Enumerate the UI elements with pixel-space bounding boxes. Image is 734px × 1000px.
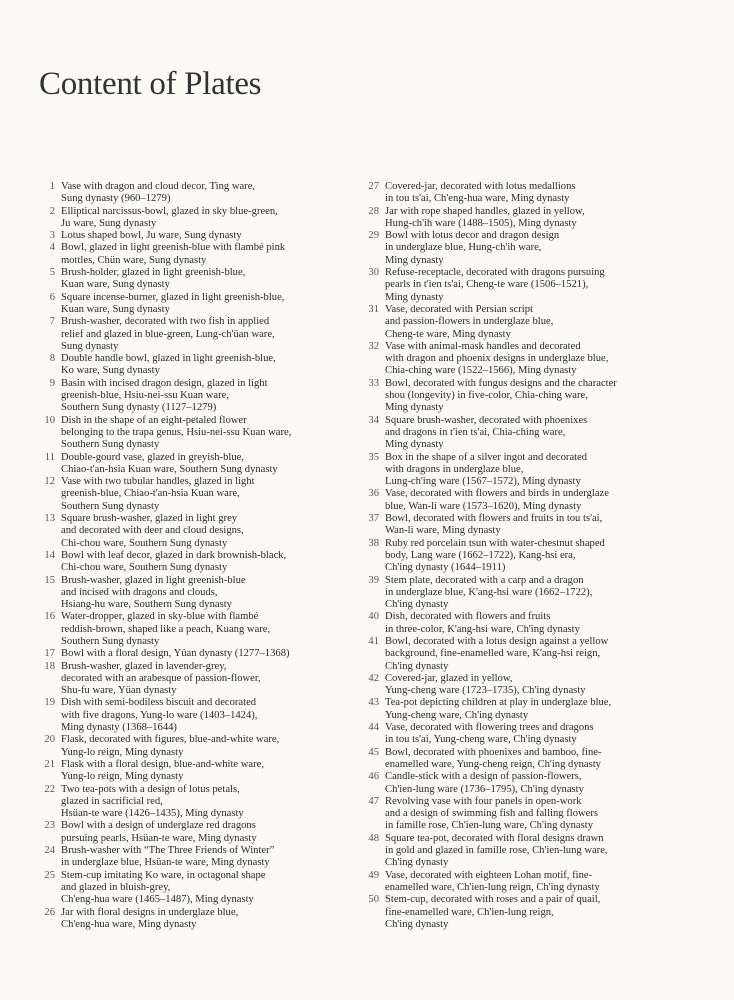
plate-description xyxy=(61,759,340,784)
plate-description xyxy=(385,415,672,452)
plate-entry xyxy=(362,894,672,931)
plate-description-line: enamelled ware, Ch'ien-lung reign, Ch'ing dynasty xyxy=(385,881,600,893)
plate-entry xyxy=(40,870,340,907)
plate-description-line: Vase, decorated with flowering trees and dragons xyxy=(385,722,594,734)
plate-description-line: Yung-lo reign, Ming dynasty xyxy=(61,746,184,758)
plate-description xyxy=(61,181,340,206)
plate-entry xyxy=(40,784,340,821)
plate-description-line: Southern Sung dynasty xyxy=(61,439,160,451)
plate-description-line: belonging to the trapa genus, Hsiu-nei-ssu Kuan ware, xyxy=(61,426,292,438)
plate-description xyxy=(61,415,340,452)
plate-number: 32 xyxy=(368,340,379,352)
plate-description-line: Yung-cheng ware (1723–1735), Ch'ing dynasty xyxy=(385,685,586,697)
plate-description-line: Stem-cup imitating Ko ware, in octagonal shape xyxy=(61,869,266,881)
plate-number: 47 xyxy=(368,795,379,807)
plate-description-line: Sung dynasty xyxy=(61,340,119,352)
plate-description-line: Ming dynasty xyxy=(385,439,444,451)
plate-description-line: Dish, decorated with flowers and fruits xyxy=(385,611,551,623)
plate-description-line: Flask with a floral design, blue-and-white ware, xyxy=(61,758,264,770)
plate-description-line: in underglaze blue, Hung-ch'ih ware, xyxy=(385,242,542,254)
plate-number: 18 xyxy=(44,660,55,672)
plate-description-line: blue, Wan-li ware (1573–1620), Ming dynasty xyxy=(385,500,582,512)
plate-description-line: Brush-washer, glazed in lavender-grey, xyxy=(61,660,227,672)
plate-description-line: and incised with dragons and clouds, xyxy=(61,586,218,598)
plate-description xyxy=(385,722,672,747)
plate-number: 20 xyxy=(44,734,55,746)
plate-description-line: Ju ware, Sung dynasty xyxy=(61,217,157,229)
plate-description-line: greenish-blue, Chiao-t'an-hsia Kuan ware, xyxy=(61,488,240,500)
plate-entry xyxy=(40,378,340,415)
plate-description xyxy=(61,784,340,821)
plate-description-line: Square incense-burner, glazed in light greenish-blue, xyxy=(61,291,285,303)
plate-number: 4 xyxy=(49,242,55,254)
plate-description-line: shou (longevity) in five-color, Chia-ching ware, xyxy=(385,390,588,402)
plate-description xyxy=(385,513,672,538)
plate-number: 23 xyxy=(44,820,55,832)
plate-entry xyxy=(40,734,340,759)
plate-description-line: Box in the shape of a silver ingot and decorated xyxy=(385,451,588,463)
plate-number: 49 xyxy=(368,869,379,881)
plate-entry xyxy=(40,648,340,660)
plate-number: 5 xyxy=(49,267,55,279)
plate-description xyxy=(61,316,340,353)
plate-description xyxy=(61,734,340,759)
plate-description-line: Dish with semi-bodiless biscuit and decorated xyxy=(61,697,257,709)
plate-description xyxy=(385,575,672,612)
plate-description xyxy=(385,538,672,575)
plate-description xyxy=(61,845,340,870)
plate-description-line: Shu-fu ware, Yüan dynasty xyxy=(61,685,177,697)
plate-entry xyxy=(40,267,340,292)
plate-description-line: glazed in sacrificial red, xyxy=(61,795,163,807)
plate-description-line: Revolving vase with four panels in open-work xyxy=(385,795,582,807)
plate-description-line: with dragon and phoenix designs in underglaze blue, xyxy=(385,353,609,365)
plate-description xyxy=(385,636,672,673)
plate-description-line: Ming dynasty xyxy=(385,402,444,414)
plate-description xyxy=(61,870,340,907)
plate-description-line: in underglaze blue, Hsüan-te ware, Ming dynasty xyxy=(61,857,270,869)
plate-entry xyxy=(362,697,672,722)
plate-description xyxy=(61,476,340,513)
plate-description-line: Dish in the shape of an eight-petaled flower xyxy=(61,414,247,426)
plate-description-line: in tou ts'ai, Yung-cheng ware, Ch'ing dynasty xyxy=(385,734,577,746)
plate-number: 35 xyxy=(368,451,379,463)
plate-description xyxy=(61,611,340,648)
plate-number: 26 xyxy=(44,906,55,918)
plate-number: 19 xyxy=(44,697,55,709)
plate-entry xyxy=(362,415,672,452)
plate-description xyxy=(61,697,340,734)
plate-description-line: Brush-washer, glazed in light greenish-blue xyxy=(61,574,246,586)
plate-description xyxy=(385,870,672,895)
plate-number: 50 xyxy=(368,894,379,906)
plate-entry xyxy=(362,575,672,612)
plate-entry xyxy=(40,353,340,378)
plate-number: 14 xyxy=(44,549,55,561)
plate-description-line: Two tea-pots with a design of lotus petals, xyxy=(61,783,240,795)
plate-description xyxy=(385,304,672,341)
plate-description-line: Ming dynasty xyxy=(385,254,444,266)
plate-description-line: in tou ts'ai, Ch'eng-hua ware, Ming dynasty xyxy=(385,193,570,205)
plate-description-line: Yung-cheng ware, Ch'ing dynasty xyxy=(385,709,529,721)
plate-entry xyxy=(362,722,672,747)
plate-description xyxy=(61,230,340,242)
plate-entry xyxy=(362,267,672,304)
plate-description-line: Ch'ing dynasty (1644–1911) xyxy=(385,562,506,574)
plate-description-line: Brush-washer with “The Three Friends of Winter” xyxy=(61,845,275,857)
plate-description-line: relief and glazed in blue-green, Lung-ch'üan ware, xyxy=(61,328,275,340)
plate-description-line: Bowl with a design of underglaze red dragons xyxy=(61,820,256,832)
plate-number: 10 xyxy=(44,414,55,426)
plate-number: 24 xyxy=(44,845,55,857)
plate-entry xyxy=(40,907,340,932)
plate-number: 25 xyxy=(44,869,55,881)
plate-description-line: with dragons in underglaze blue, xyxy=(385,463,524,475)
plate-description-line: Chiao-t'an-hsia Kuan ware, Southern Sung dynasty xyxy=(61,463,278,475)
plate-description-line: body, Lang ware (1662–1722), Kang-hsi era, xyxy=(385,549,576,561)
plate-description-line: Hsiang-hu ware, Southern Sung dynasty xyxy=(61,599,232,611)
plate-entry xyxy=(362,538,672,575)
plate-description-line: Chi-chou ware, Southern Sung dynasty xyxy=(61,562,228,574)
plate-number: 41 xyxy=(368,635,379,647)
plate-entry xyxy=(362,304,672,341)
plate-entry xyxy=(362,230,672,267)
plate-description-line: Kuan ware, Sung dynasty xyxy=(61,279,170,291)
plate-number: 27 xyxy=(368,181,379,192)
plate-number: 38 xyxy=(368,537,379,549)
plate-description-line: Ch'ing dynasty xyxy=(385,857,449,869)
plate-description xyxy=(385,378,672,415)
plate-description xyxy=(61,648,340,660)
plate-description-line: Vase with animal-mask handles and decorated xyxy=(385,340,581,352)
plate-description-line: Lotus shaped bowl, Ju ware, Sung dynasty xyxy=(61,230,242,242)
plate-description-line: and passion-flowers in underglaze blue, xyxy=(385,316,554,328)
plate-entry xyxy=(40,513,340,550)
plate-entry xyxy=(362,833,672,870)
plate-entry xyxy=(40,206,340,231)
plates-list-right xyxy=(362,181,672,931)
plate-description xyxy=(61,353,340,378)
plate-description xyxy=(61,661,340,698)
plate-description xyxy=(61,820,340,845)
plate-number: 12 xyxy=(44,476,55,488)
plate-description-line: Southern Sung dynasty xyxy=(61,635,160,647)
plate-description xyxy=(61,907,340,932)
plate-number: 30 xyxy=(368,267,379,279)
plate-entry xyxy=(362,611,672,636)
plate-description-line: fine-enamelled ware, Ch'ien-lung reign, xyxy=(385,906,554,918)
plate-description-line: decorated with an arabesque of passion-flower, xyxy=(61,672,261,684)
plate-description xyxy=(385,747,672,772)
plate-entry xyxy=(40,181,340,206)
plate-description xyxy=(61,267,340,292)
plate-description-line: and dragons in t'ien ts'ai, Chia-ching ware, xyxy=(385,426,566,438)
plate-entry xyxy=(40,230,340,242)
plate-number: 45 xyxy=(368,746,379,758)
plate-entry xyxy=(40,292,340,317)
plate-description-line: Flask, decorated with figures, blue-and-white ware, xyxy=(61,734,280,746)
plate-description-line: Ch'ing dynasty xyxy=(385,918,449,930)
plate-number: 15 xyxy=(44,574,55,586)
plate-description-line: background, fine-enamelled ware, K'ang-hsi reign, xyxy=(385,648,601,660)
plate-description-line: Square tea-pot, decorated with floral designs drawn xyxy=(385,832,604,844)
plate-number: 28 xyxy=(368,205,379,217)
plate-entry xyxy=(40,415,340,452)
plate-description-line: Chia-ching ware (1522–1566), Ming dynasty xyxy=(385,365,577,377)
plate-entry xyxy=(362,636,672,673)
plate-description-line: Double-gourd vase, glazed in greyish-blue, xyxy=(61,451,244,463)
plate-number: 33 xyxy=(368,377,379,389)
plate-description-line: Bowl, decorated with fungus designs and the character xyxy=(385,377,617,389)
plate-description-line: Ming dynasty (1368–1644) xyxy=(61,722,177,734)
plate-number: 39 xyxy=(368,574,379,586)
plate-description-line: Candle-stick with a design of passion-flowers, xyxy=(385,771,582,783)
plate-description-line: Vase, decorated with eighteen Lohan motif, fine- xyxy=(385,869,593,881)
plate-entry xyxy=(362,513,672,538)
plate-description xyxy=(61,550,340,575)
plate-description-line: Vase, decorated with flowers and birds in underglaze xyxy=(385,488,609,500)
plate-entry xyxy=(40,697,340,734)
plate-description-line: Hung-ch'ih ware (1488–1505), Ming dynasty xyxy=(385,217,577,229)
plate-description-line: Brush-washer, decorated with two fish in applied xyxy=(61,316,270,328)
plate-number: 37 xyxy=(368,513,379,525)
plate-entry xyxy=(362,181,672,206)
plate-description xyxy=(385,206,672,231)
plate-number: 16 xyxy=(44,611,55,623)
plate-description-line: Bowl, decorated with flowers and fruits in tou ts'ai, xyxy=(385,513,603,525)
plate-description-line: Kuan ware, Sung dynasty xyxy=(61,303,170,315)
plate-entry xyxy=(362,796,672,833)
plate-description-line: Bowl, decorated with phoenixes and bamboo, fine- xyxy=(385,746,602,758)
plate-description xyxy=(385,771,672,796)
plate-number: 36 xyxy=(368,488,379,500)
plate-description-line: Vase with two tubular handles, glazed in light xyxy=(61,476,255,488)
plate-description-line: Ruby red porcelain tsun with water-chestnut shaped xyxy=(385,537,605,549)
plate-description-line: Jar with floral designs in underglaze blue, xyxy=(61,906,239,918)
plate-description-line: Ming dynasty xyxy=(385,291,444,303)
plate-description xyxy=(61,292,340,317)
plate-description xyxy=(61,452,340,477)
plate-entry xyxy=(40,476,340,513)
plate-number: 40 xyxy=(368,611,379,623)
plate-entry xyxy=(362,771,672,796)
plate-number: 17 xyxy=(44,648,55,660)
plate-description xyxy=(385,230,672,267)
plate-description xyxy=(61,206,340,231)
plate-number: 8 xyxy=(49,353,55,365)
plate-description-line: pearls in t'ien ts'ai, Cheng-te ware (1506–1521), xyxy=(385,279,589,291)
plate-description-line: with five dragons, Yung-lo ware (1403–1424), xyxy=(61,709,258,721)
plate-description xyxy=(61,575,340,612)
plate-description-line: Ch'ing dynasty xyxy=(385,599,449,611)
plate-description-line: Vase, decorated with Persian script xyxy=(385,303,533,315)
plate-description-line: Stem-cup, decorated with roses and a pair of quail, xyxy=(385,894,601,906)
plate-entry xyxy=(40,611,340,648)
plate-description-line: in three-color, K'ang-hsi ware, Ch'ing dynasty xyxy=(385,623,580,635)
plate-description-line: Tea-pot depicting children at play in underglaze blue, xyxy=(385,697,612,709)
plate-description-line: Lung-ch'ing ware (1567–1572), Ming dynasty xyxy=(385,476,581,488)
plate-entry xyxy=(40,550,340,575)
plate-description xyxy=(61,242,340,267)
plate-number: 11 xyxy=(44,451,55,463)
plate-description xyxy=(385,181,672,206)
plate-entry xyxy=(40,845,340,870)
plate-description xyxy=(385,833,672,870)
plate-entry xyxy=(40,316,340,353)
plate-description-line: Bowl with a floral design, Yüan dynasty (1277–1368) xyxy=(61,648,290,660)
plate-description-line: Ch'eng-hua ware (1465–1487), Ming dynasty xyxy=(61,894,254,906)
plate-entry xyxy=(362,870,672,895)
plate-description-line: Stem plate, decorated with a carp and a dragon xyxy=(385,574,584,586)
plate-number: 9 xyxy=(49,377,55,389)
plate-description-line: Ko ware, Sung dynasty xyxy=(61,365,160,377)
plate-number: 3 xyxy=(49,230,55,242)
plate-description-line: Jar with rope shaped handles, glazed in yellow, xyxy=(385,205,585,217)
plate-number: 22 xyxy=(44,783,55,795)
plate-number: 31 xyxy=(368,303,379,315)
plate-number: 1 xyxy=(49,181,55,192)
plate-description-line: Ch'ing dynasty xyxy=(385,660,449,672)
plate-description-line: Bowl, glazed in light greenish-blue with flambé pink xyxy=(61,242,286,254)
plate-description xyxy=(385,611,672,636)
plate-entry xyxy=(362,452,672,489)
plate-number: 46 xyxy=(368,771,379,783)
plate-description-line: mottles, Chün ware, Sung dynasty xyxy=(61,254,207,266)
plate-description xyxy=(385,697,672,722)
plate-description-line: Covered-jar, decorated with lotus medallions xyxy=(385,181,576,192)
plate-number: 44 xyxy=(368,722,379,734)
plate-description-line: Sung dynasty (960–1279) xyxy=(61,193,171,205)
plate-entry xyxy=(40,820,340,845)
plate-description-line: and a design of swimming fish and falling flowers xyxy=(385,808,599,820)
plate-description-line: pursuing pearls, Hsüan-te ware, Ming dynasty xyxy=(61,832,257,844)
plate-entry xyxy=(40,759,340,784)
plate-number: 2 xyxy=(49,205,55,217)
plate-description-line: Refuse-receptacle, decorated with dragons pursuing xyxy=(385,267,605,279)
plate-description xyxy=(385,488,672,513)
plate-description-line: Wan-li ware, Ming dynasty xyxy=(385,525,501,537)
plate-description-line: Southern Sung dynasty (1127–1279) xyxy=(61,402,217,414)
plate-description-line: and glazed in bluish-grey, xyxy=(61,881,171,893)
plate-entry xyxy=(40,661,340,698)
plate-number: 42 xyxy=(368,672,379,684)
plate-number: 6 xyxy=(49,291,55,303)
plate-description-line: Brush-holder, glazed in light greenish-blue, xyxy=(61,267,246,279)
plate-description xyxy=(385,452,672,489)
plate-description xyxy=(385,341,672,378)
plate-description-line: Double handle bowl, glazed in light greenish-blue, xyxy=(61,353,276,365)
plate-description-line: Square brush-washer, glazed in light grey xyxy=(61,513,238,525)
plate-description-line: in underglaze blue, K'ang-hsi ware (1662–1722), xyxy=(385,586,593,598)
plate-description xyxy=(385,673,672,698)
plate-number: 43 xyxy=(368,697,379,709)
page-title: Content of Plates xyxy=(39,66,262,102)
plate-number: 48 xyxy=(368,832,379,844)
plate-entry xyxy=(362,206,672,231)
plate-description-line: Yung-lo reign, Ming dynasty xyxy=(61,771,184,783)
plate-description-line: and decorated with deer and cloud designs, xyxy=(61,525,244,537)
plate-description-line: reddish-brown, shaped like a peach, Kuang ware, xyxy=(61,623,271,635)
plate-entry xyxy=(362,747,672,772)
plate-description xyxy=(61,378,340,415)
plate-description-line: Water-dropper, glazed in sky-blue with flambé xyxy=(61,611,259,623)
plate-description-line: Vase with dragon and cloud decor, Ting ware, xyxy=(61,181,256,192)
plate-description xyxy=(61,513,340,550)
plate-number: 13 xyxy=(44,513,55,525)
plate-description-line: Covered-jar, glazed in yellow, xyxy=(385,672,513,684)
plate-description xyxy=(385,267,672,304)
plate-description-line: greenish-blue, Hsiu-nei-ssu Kuan ware, xyxy=(61,390,229,402)
plate-description-line: Square brush-washer, decorated with phoenixes xyxy=(385,414,588,426)
plate-description-line: in famille rose, Ch'ien-lung ware, Ch'ing dynasty xyxy=(385,820,594,832)
plate-description-line: Bowl, decorated with a lotus design against a yellow xyxy=(385,635,609,647)
plate-description-line: enamelled ware, Yung-cheng reign, Ch'ing dynasty xyxy=(385,758,601,770)
plate-entry xyxy=(362,673,672,698)
plate-description xyxy=(385,796,672,833)
plate-number: 7 xyxy=(49,316,55,328)
plate-entry xyxy=(40,242,340,267)
plate-description-line: Southern Sung dynasty xyxy=(61,500,160,512)
plate-description-line: in gold and glazed in famille rose, Ch'ien-lung ware, xyxy=(385,845,608,857)
plate-number: 21 xyxy=(44,758,55,770)
plate-number: 34 xyxy=(368,414,379,426)
plate-description-line: Cheng-te ware, Ming dynasty xyxy=(385,328,511,340)
plate-description-line: Bowl with leaf decor, glazed in dark brownish-black, xyxy=(61,549,287,561)
plate-description-line: Ch'eng-hua ware, Ming dynasty xyxy=(61,918,197,930)
plate-description xyxy=(385,894,672,931)
plate-description-line: Chi-chou ware, Southern Sung dynasty xyxy=(61,537,228,549)
plate-entry xyxy=(40,575,340,612)
plate-entry xyxy=(40,452,340,477)
plate-description-line: Bowl with lotus decor and dragon design xyxy=(385,230,560,242)
plate-description-line: Hsüan-te ware (1426–1435), Ming dynasty xyxy=(61,808,244,820)
plate-description-line: Elliptical narcissus-bowl, glazed in sky blue-green, xyxy=(61,205,278,217)
plate-description-line: Basin with incised dragon design, glazed in light xyxy=(61,377,268,389)
plates-list-left xyxy=(40,181,340,931)
plate-number: 29 xyxy=(368,230,379,242)
plate-entry xyxy=(362,341,672,378)
plate-entry xyxy=(362,488,672,513)
plate-entry xyxy=(362,378,672,415)
plate-description-line: Ch'ien-lung ware (1736–1795), Ch'ing dynasty xyxy=(385,783,584,795)
